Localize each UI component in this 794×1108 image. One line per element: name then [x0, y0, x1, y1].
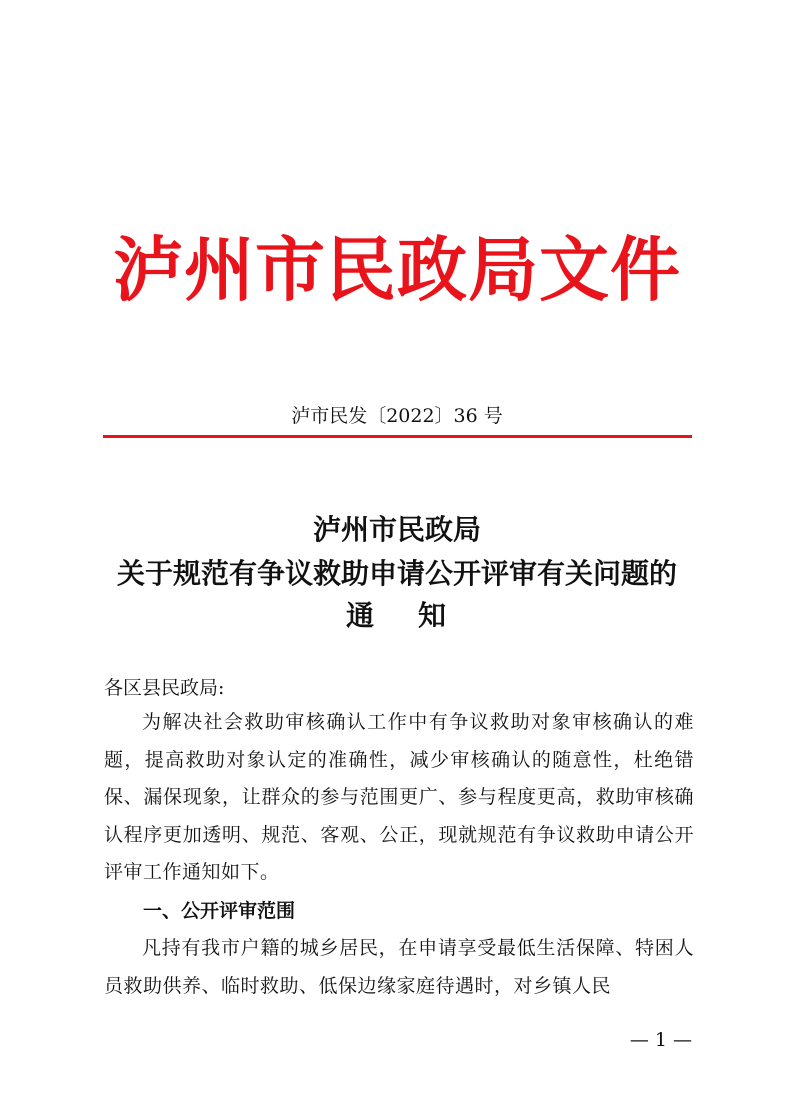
title-line-3	[0, 596, 794, 636]
red-separator-line	[103, 435, 692, 438]
title-word-tong: 通	[345, 599, 376, 632]
body-paragraph-scope: 凡持有我市户籍的城乡居民，在申请享受最低生活保障、特困人员救助供养、临时救助、低保边缘家庭待遇时，对乡镇人民	[104, 937, 694, 997]
salutation: 各区县民政局:	[104, 677, 225, 699]
body-paragraph-intro: 为解决社会救助审核确认工作中有争议救助对象审核确认的难题，提高救助对象认定的准确性，减少审核确认的随意性，杜绝错保、漏保现象，让群众的参与范围更广、参与程度更高，救助审核确认程序更加透明、规范、客观、公正，现就规范有争议救助申请公开评审工作通知如下。	[104, 711, 694, 883]
title-line-2: 关于规范有争议救助申请公开评审有关问题的	[116, 557, 677, 590]
title-word-zhi: 知	[418, 599, 449, 632]
title-line-1: 泸州市民政局	[312, 513, 481, 546]
section-heading-1: 一、公开评审范围	[143, 900, 296, 922]
page-number: — 1 —	[629, 1029, 692, 1051]
agency-title: 泸州市民政局文件	[113, 228, 681, 311]
document-number: 泸市民发〔2022〕36 号	[291, 405, 503, 427]
